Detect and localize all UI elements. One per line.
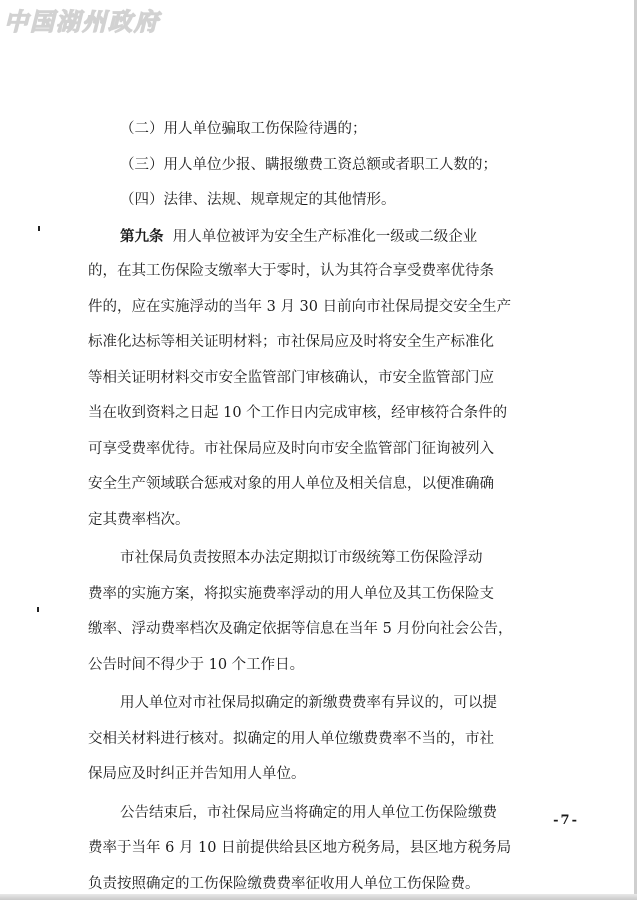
paragraph-line: 负责按照确定的工伤保险缴费费率征收用人单位工伤保险费。 — [88, 875, 480, 892]
article-text-line: 标准化达标等相关证明材料；市社保局应及时将安全生产标准化 — [88, 334, 494, 350]
article-text-line: 定其费率档次。 — [88, 511, 190, 528]
list-item-4: （四）法律、法规、规章规定的其他情形。 — [120, 192, 396, 208]
scan-speck — [38, 226, 40, 231]
article-text-line: 的，在其工伤保险支缴率大于零时，认为其符合享受费率优待条 — [88, 263, 494, 279]
paragraph-line: 费率于当年 6 月 10 日前提供给县区地方税务局，县区地方税务局 — [88, 840, 512, 856]
article-9-first-line — [88, 223, 574, 251]
watermark-logo: 中国湖州政府 — [4, 7, 160, 36]
page-number: -7- — [553, 813, 579, 828]
paragraph-3 — [88, 690, 574, 789]
paragraph-4 — [88, 800, 574, 899]
paragraph-2 — [88, 545, 574, 679]
list-item-2: （二）用人单位骗取工伤保险待遇的； — [120, 121, 367, 137]
article-9 — [88, 223, 574, 535]
article-text-line: 用人单位被评为安全生产标准化一级或二级企业 — [172, 228, 478, 245]
article-text-line: 可享受费率优待。市社保局应及时向市安全监管部门征询被列入 — [88, 440, 494, 457]
article-number: 第九条 — [120, 227, 164, 245]
article-text-line: 等相关证明材料交市安全监管部门审核确认，市安全监管部门应 — [88, 369, 494, 386]
scan-speck — [37, 607, 39, 612]
article-text-line: 安全生产领域联合惩戒对象的用人单位及相关信息，以便准确确 — [88, 476, 494, 492]
article-text-line: 件的，应在实施浮动的当年 3 月 30 日前向市社保局提交安全生产 — [88, 298, 512, 315]
list-item-3: （三）用人单位少报、瞒报缴费工资总额或者职工人数的； — [120, 156, 497, 173]
paragraph-line: 公告结束后，市社保局应当将确定的用人单位工伤保险缴费 — [120, 804, 497, 821]
paragraph-line: 缴率、浮动费率档次及确定依据等信息在当年 5 月份向社会公告， — [88, 621, 513, 637]
paragraph-line: 市社保局负责按照本办法定期拟订市级统筹工伤保险浮动 — [120, 550, 483, 566]
paragraph-line: 用人单位对市社保局拟确定的新缴费费率有异议的，可以提 — [120, 695, 497, 711]
paragraph-line: 公告时间不得少于 10 个工作日。 — [88, 656, 305, 673]
article-text-line: 当在收到资料之日起 10 个工作日内完成审核，经审核符合条件的 — [88, 405, 508, 421]
paragraph-line: 费率的实施方案，将拟实施费率浮动的用人单位及其工伤保险支 — [88, 585, 494, 602]
paragraph-line: 交相关材料进行核对。拟确定的用人单位缴费费率不当的，市社 — [88, 730, 494, 747]
paragraph-line: 保局应及时纠正并告知用人单位。 — [88, 766, 306, 782]
document-body — [88, 116, 574, 898]
